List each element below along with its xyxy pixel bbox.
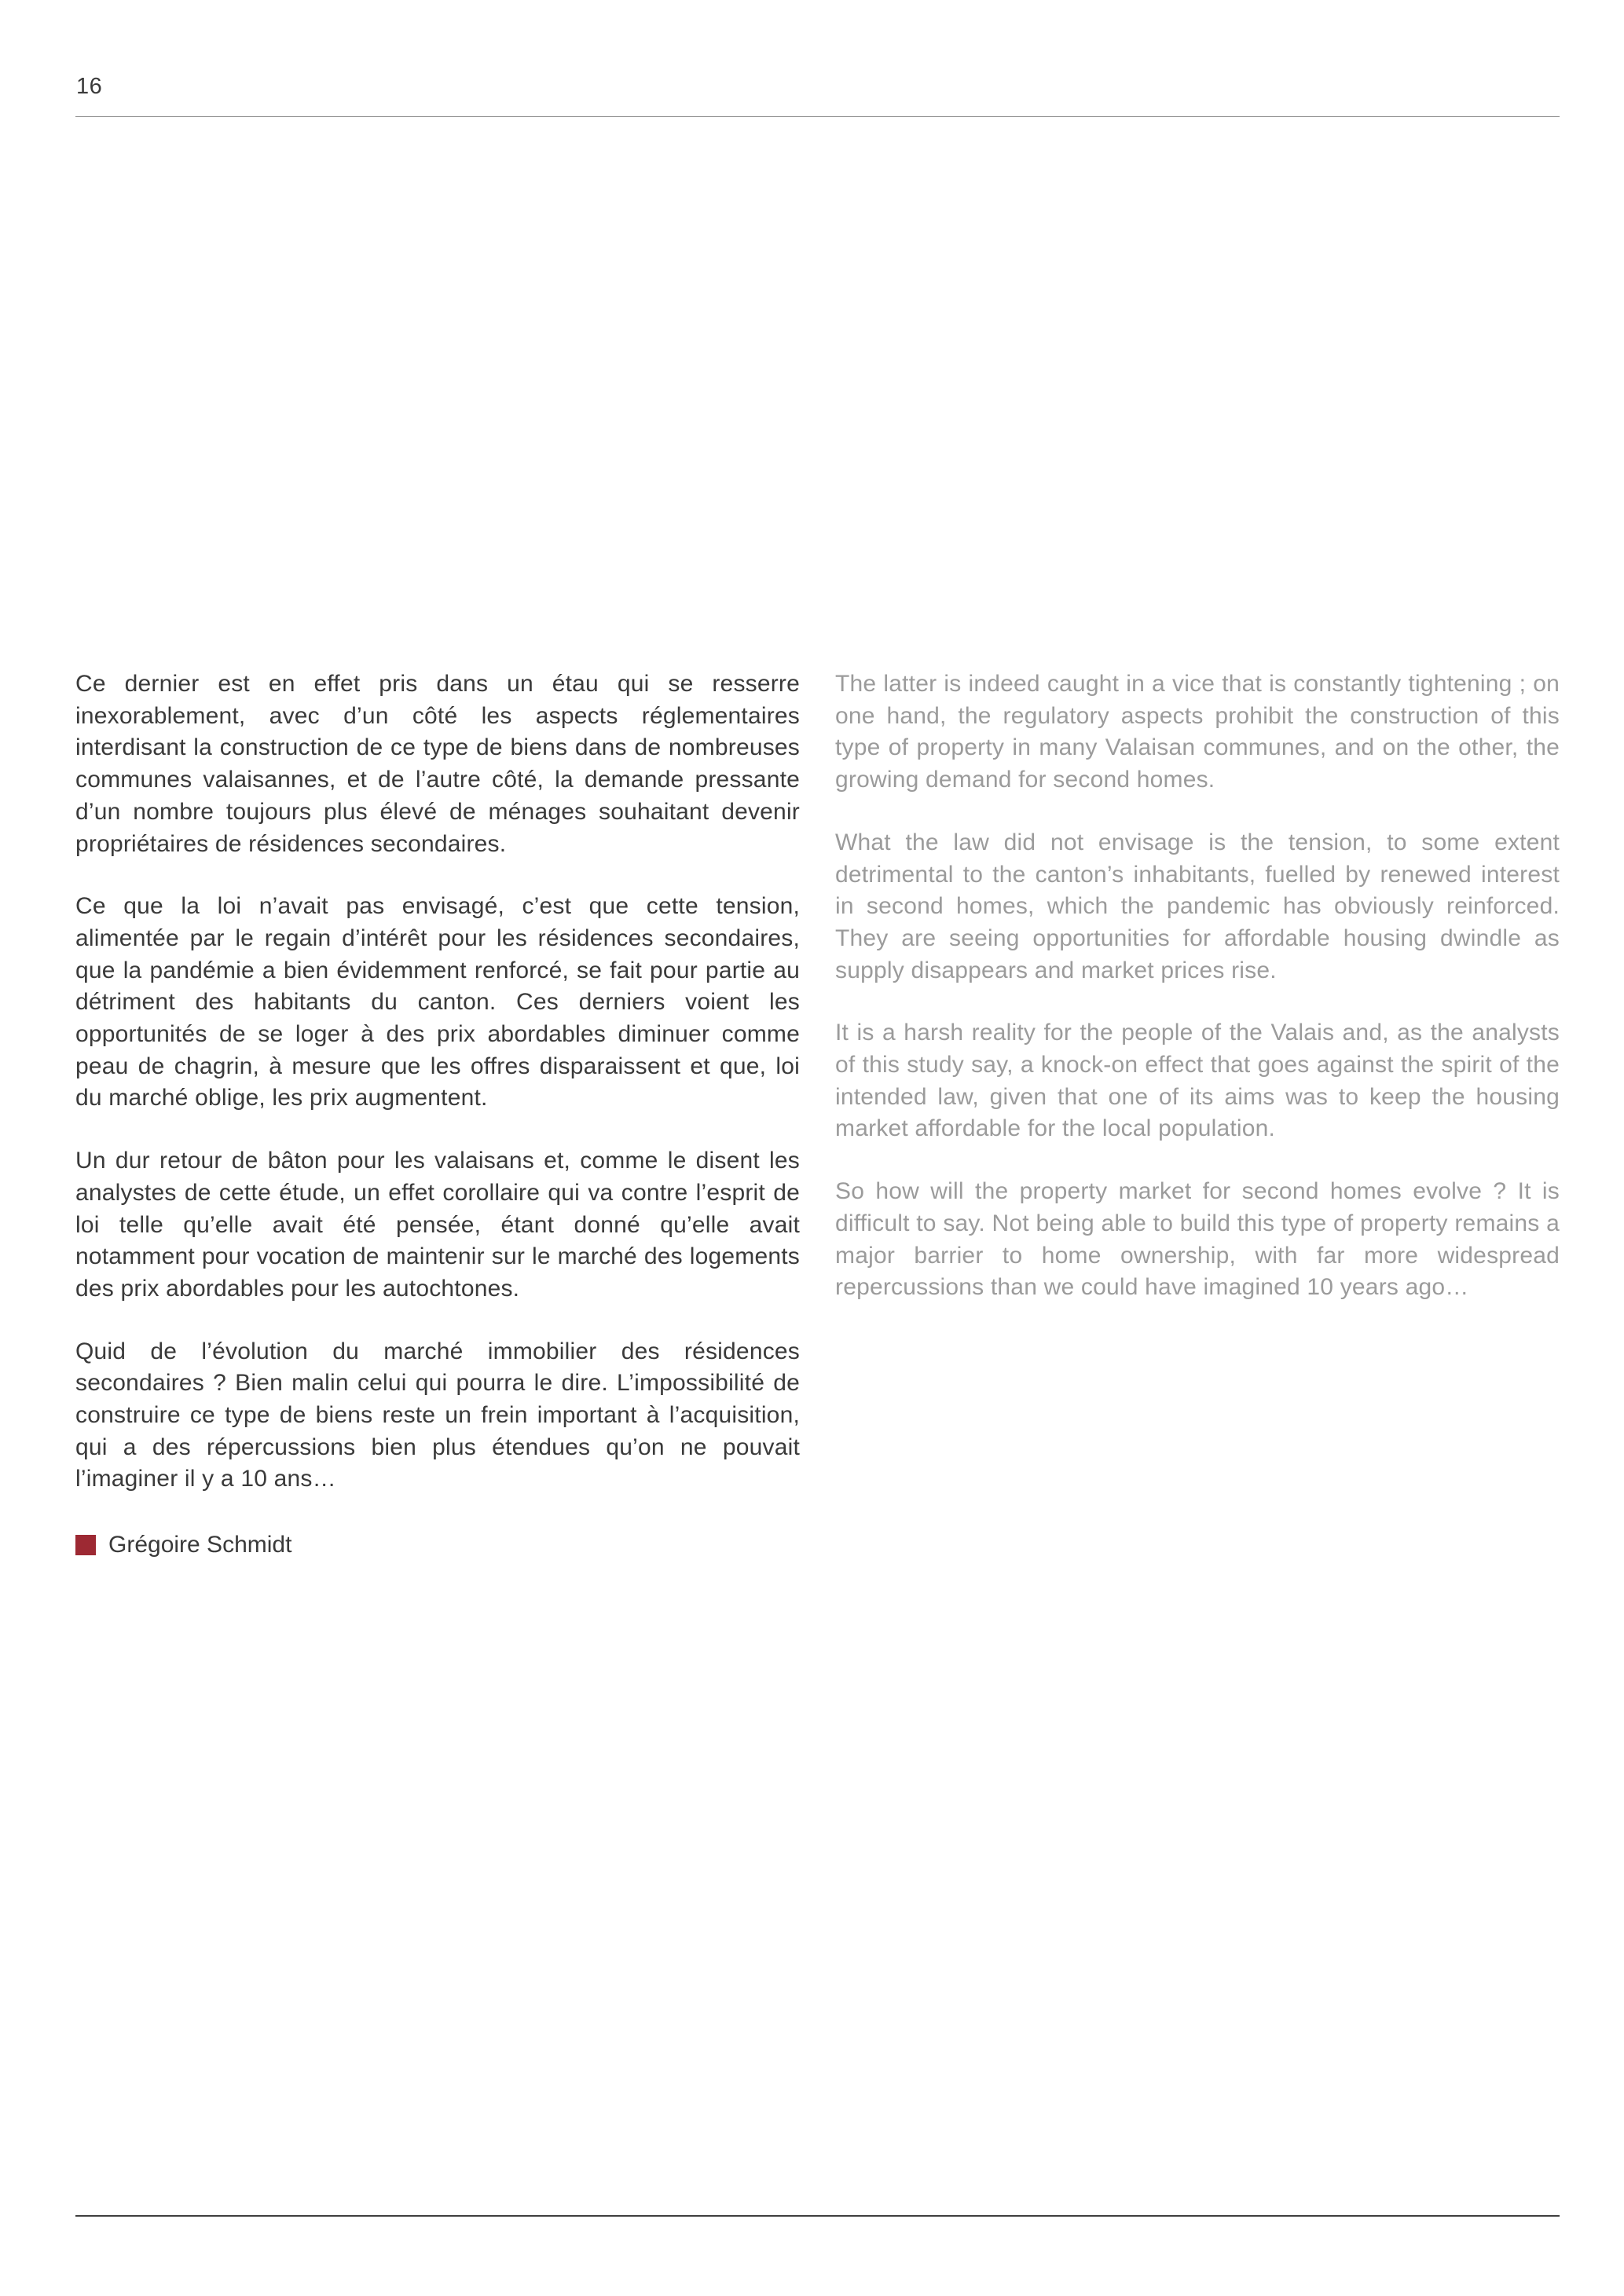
french-paragraph: Ce que la loi n’avait pas envisagé, c’est que cette tension, alimentée par le regain d’intérêt pour les résidences secondaires, que la pandémie a bien évidemment renforcé, se fait pour partie au détriment des habitants du canton. Ces derniers voient les opportunités de se loger à des prix abordables diminuer comme peau de chagrin, à mesure que les offres disparaissent et que, loi du marché oblige, les prix augmentent. <box>75 893 800 1111</box>
french-column <box>75 668 800 1558</box>
author-credit <box>75 1532 800 1558</box>
english-column <box>835 668 1560 1558</box>
page-number: 16 <box>76 74 103 99</box>
french-paragraph: Un dur retour de bâton pour les valaisans et, comme le disent les analystes de cette étude, un effet corollaire qui va contre l’esprit de loi telle qu’elle avait été pensée, étant donné qu’elle avait notamment pour vocation de maintenir sur le marché des logements des prix abordables pour les autochtones. <box>75 1148 800 1302</box>
article-columns <box>75 668 1560 1558</box>
english-paragraph: What the law did not envisage is the tension, to some extent detrimental to the canton’s inhabitants, fuelled by renewed interest in second homes, which the pandemic has obviously reinforced. They are seeing opportunities for affordable housing dwindle as supply disappears and market prices rise. <box>835 829 1560 983</box>
english-paragraph: So how will the property market for second homes evolve ? It is difficult to say. Not being able to build this type of property remains a major barrier to home ownership, with far more widespread repercussions than we could have imagined 10 years ago… <box>835 1178 1560 1301</box>
french-paragraph: Quid de l’évolution du marché immobilier des résidences secondaires ? Bien malin celui qui pourra le dire. L’impossibilité de construire ce type de biens reste un frein important à l’acquisition, qui a des répercussions bien plus étendues qu’on ne pouvait l’imaginer il y a 10 ans… <box>75 1338 800 1492</box>
english-paragraph: It is a harsh reality for the people of the Valais and, as the analysts of this study say, a knock-on effect that goes against the spirit of the intended law, given that one of its aims was to keep the housing market affordable for the local population. <box>835 1020 1560 1142</box>
author-name: Grégoire Schmidt <box>108 1532 292 1558</box>
french-paragraph: Ce dernier est en effet pris dans un étau qui se resserre inexorablement, avec d’un côté les aspects réglementaires interdisant la construction de ce type de biens dans de nombreuses communes valaisannes, et de l’autre côté, la demande pressante d’un nombre toujours plus élevé de ménages souhaitant devenir propriétaires de résidences secondaires. <box>75 671 800 857</box>
english-paragraph: The latter is indeed caught in a vice that is constantly tightening ; on one hand, the regulatory aspects prohibit the construction of this type of property in many Valaisan communes, and on the other, the growing demand for second homes. <box>835 671 1560 793</box>
top-rule <box>75 116 1560 117</box>
bottom-rule <box>75 2215 1560 2217</box>
red-square-bullet-icon <box>75 1535 96 1555</box>
